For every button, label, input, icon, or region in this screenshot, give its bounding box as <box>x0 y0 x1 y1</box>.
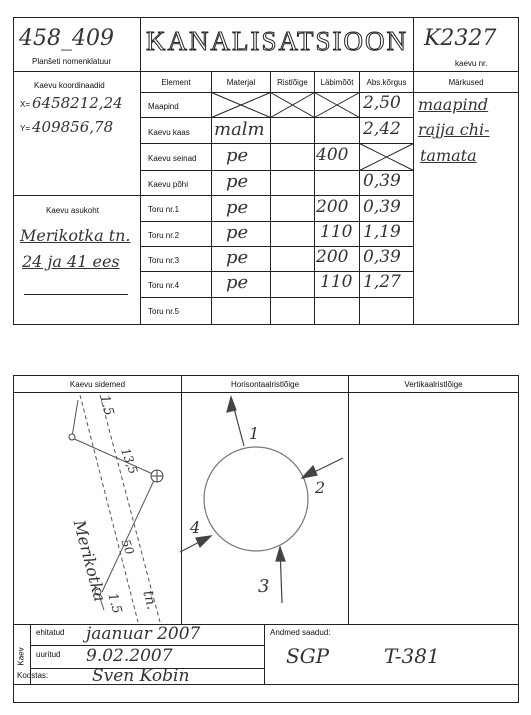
row-height: 0,39 <box>363 197 401 217</box>
row-material: pe <box>226 197 249 218</box>
section-label-horizontal: Horisontaalristlõige <box>230 380 300 389</box>
row-element: Toru nr.4 <box>148 281 180 290</box>
row-element: Toru nr.5 <box>148 307 180 316</box>
pipe-number-1: 1 <box>249 424 260 443</box>
built-label: ehitatud <box>36 628 65 637</box>
nomenclature-value: 458_409 <box>19 26 114 51</box>
sketch-measure-top: 1.5 <box>96 393 117 418</box>
sketch-street-name: Merikotka <box>69 518 110 604</box>
data-source-value-2: T-381 <box>384 644 440 668</box>
location-line-2: 24 ja 41 ees <box>22 252 120 271</box>
row-height: 2,50 <box>363 93 401 113</box>
well-number-label: kaevu nr. <box>455 59 488 68</box>
row-element: Toru nr.1 <box>148 205 180 214</box>
location-line-1: Merikotka tn. <box>20 226 131 245</box>
coord-x-value: 6458212,24 <box>32 94 123 112</box>
location-label: Kaevu asukoht <box>46 206 99 215</box>
built-value: jaanuar 2007 <box>86 624 201 644</box>
pipe-number-2: 2 <box>315 478 326 497</box>
coord-y-value: 409856,78 <box>32 118 114 136</box>
row-element: Kaevu seinad <box>148 154 197 163</box>
row-material: pe <box>226 247 249 268</box>
sketch-street-suffix: tn. <box>139 588 160 612</box>
pipe-number-3: 3 <box>258 576 270 597</box>
side-label-kaev: Kaev <box>16 647 26 666</box>
well-number: K2327 <box>424 26 497 51</box>
section-label-connections: Kaevu sidemed <box>69 380 126 389</box>
street-sketch <box>70 395 160 622</box>
remarks-line-3: tamata <box>420 146 477 165</box>
row-height: 1,19 <box>363 222 401 242</box>
row-material: pe <box>226 171 249 192</box>
row-element: Toru nr.3 <box>148 256 180 265</box>
compiler-value: Sven Kobin <box>92 666 190 686</box>
col-header-section: Ristlõige <box>277 78 308 87</box>
row-height: 0,39 <box>363 171 401 191</box>
col-header-element: Element <box>161 78 191 87</box>
row-element: Toru nr.2 <box>148 231 180 240</box>
document-title: KANALISATSIOON <box>146 26 408 56</box>
row-material: malm <box>214 119 265 140</box>
row-diameter: 110 <box>320 222 353 242</box>
remarks-line-1: maapind <box>418 95 489 114</box>
row-diameter: 200 <box>316 247 349 267</box>
row-material: pe <box>226 222 249 243</box>
sketch-measure-mid: 13,5 <box>118 446 141 476</box>
col-header-height: Abs.kõrgus <box>366 78 407 87</box>
sketch-measure-low: 50 <box>118 537 137 557</box>
well-circle <box>204 447 308 551</box>
sketch-measure-bottom: 1.5 <box>104 591 125 616</box>
compiler-label: Koostas: <box>17 671 49 680</box>
row-diameter: 200 <box>316 197 349 217</box>
row-material: pe <box>226 272 249 293</box>
col-header-remarks: Märkused <box>448 78 484 87</box>
section-label-vertical: Vertikaalristlõige <box>404 380 463 389</box>
row-diameter: 400 <box>316 145 349 165</box>
pipe-number-4: 4 <box>190 518 201 537</box>
row-diameter: 110 <box>320 272 353 292</box>
row-material: pe <box>226 145 249 166</box>
measured-value: 9.02.2007 <box>86 646 173 666</box>
row-element: Kaevu kaas <box>148 128 190 137</box>
coords-label: Kaevu koordinaadid <box>34 81 105 90</box>
coord-x-prefix: X= <box>20 100 31 109</box>
row-height: 2,42 <box>363 119 401 139</box>
col-header-diameter: Läbimõõt <box>320 78 354 87</box>
row-height: 0,39 <box>363 247 401 267</box>
nomenclature-label: Planšeti nomenklatuur <box>32 57 112 66</box>
remarks-line-2: rajja chi- <box>418 120 490 139</box>
data-source-label: Andmed saadud: <box>270 628 331 637</box>
col-header-material: Materjal <box>226 78 256 87</box>
coord-y-prefix: Y= <box>20 124 31 133</box>
row-height: 1,27 <box>363 272 401 292</box>
row-element: Kaevu põhi <box>148 180 189 189</box>
measured-label: uuritud <box>36 650 61 659</box>
data-source-value-1: SGP <box>286 644 330 668</box>
row-element: Maapind <box>148 102 179 111</box>
